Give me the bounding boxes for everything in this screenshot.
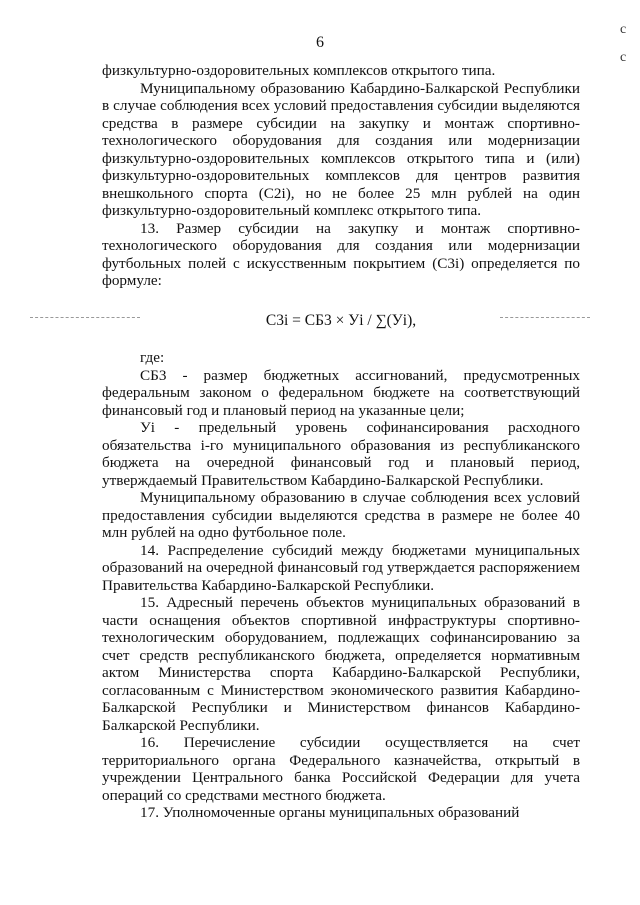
paragraph: физкультурно-оздоровительных комплексов открытого типа. bbox=[102, 62, 496, 79]
margin-mark: с bbox=[620, 50, 627, 65]
paragraph: Муниципальному образованию в случае соблюдения всех условий предоставления субсидии выделяются средства в размере не более 40 млн рублей на одно футбольное поле. bbox=[102, 489, 580, 541]
paragraph: 16. Перечисление субсидии осуществляется на счет территориального органа Федерального казначейства, открытый в учреждении Центрального банка Российской Федерации для учета операций со средствами местного бюджета. bbox=[102, 734, 580, 804]
paragraph: 14. Распределение субсидий между бюджетами муниципальных образований на очередной финансовый год утверждается распоряжением Правительства Кабардино-Балкарской Республики. bbox=[102, 541, 580, 594]
document-body bbox=[102, 62, 580, 822]
paragraph: 17. Уполномоченные органы муниципальных образований bbox=[140, 804, 520, 821]
paragraph: СБ3 - размер бюджетных ассигнований, предусмотренных федеральным законом о федеральном бюджете на соответствующий финансовый год и плановый период на указанные цели; bbox=[102, 366, 580, 419]
paragraph: Муниципальному образованию Кабардино-Балкарской Республики в случае соблюдения всех условий предоставления субсидии выделяются средства в размере субсидии на закупку и монтаж спортивно-технологического оборудования для создания или модернизации физкультурно-оздоровительных комплексов открытого типа и (или) физкультурно-оздоровительных комплексов для центров развития внешкольного спорта (С2i), но не более 25 млн рублей на один физкультурно-оздоровительный комплекс открытого типа. bbox=[102, 79, 580, 219]
paragraph: 15. Адресный перечень объектов муниципальных образований в части оснащения объектов спортивной инфраструктуры спортивно-технологическим оборудованием, подлежащих софинансированию за счет средств республиканского бюджета, определяется нормативным актом Министерства спорта Кабардино-Балкарской Республики, согласованным с Министерством экономического развития Кабардино-Балкарской Республики и Министерством финансов Кабардино-Балкарской Республики. bbox=[102, 594, 580, 734]
paragraph: Уi - предельный уровень софинансирования расходного обязательства i-го муниципального образования из республиканского бюджета на очередной финансовый год и плановый период, утверждаемый Правительством Кабардино-Балкарской Республики. bbox=[102, 419, 580, 489]
margin-mark: с bbox=[620, 22, 627, 37]
formula: С3i = СБ3 × Уi / ∑(Уi), bbox=[265, 311, 417, 329]
paragraph: 13. Размер субсидии на закупку и монтаж спортивно-технологического оборудования для создания или модернизации футбольных полей с искусственным покрытием (С3i) определяется по формуле: bbox=[102, 219, 580, 289]
page-number: 6 bbox=[316, 34, 324, 51]
where-label: где: bbox=[140, 349, 165, 366]
